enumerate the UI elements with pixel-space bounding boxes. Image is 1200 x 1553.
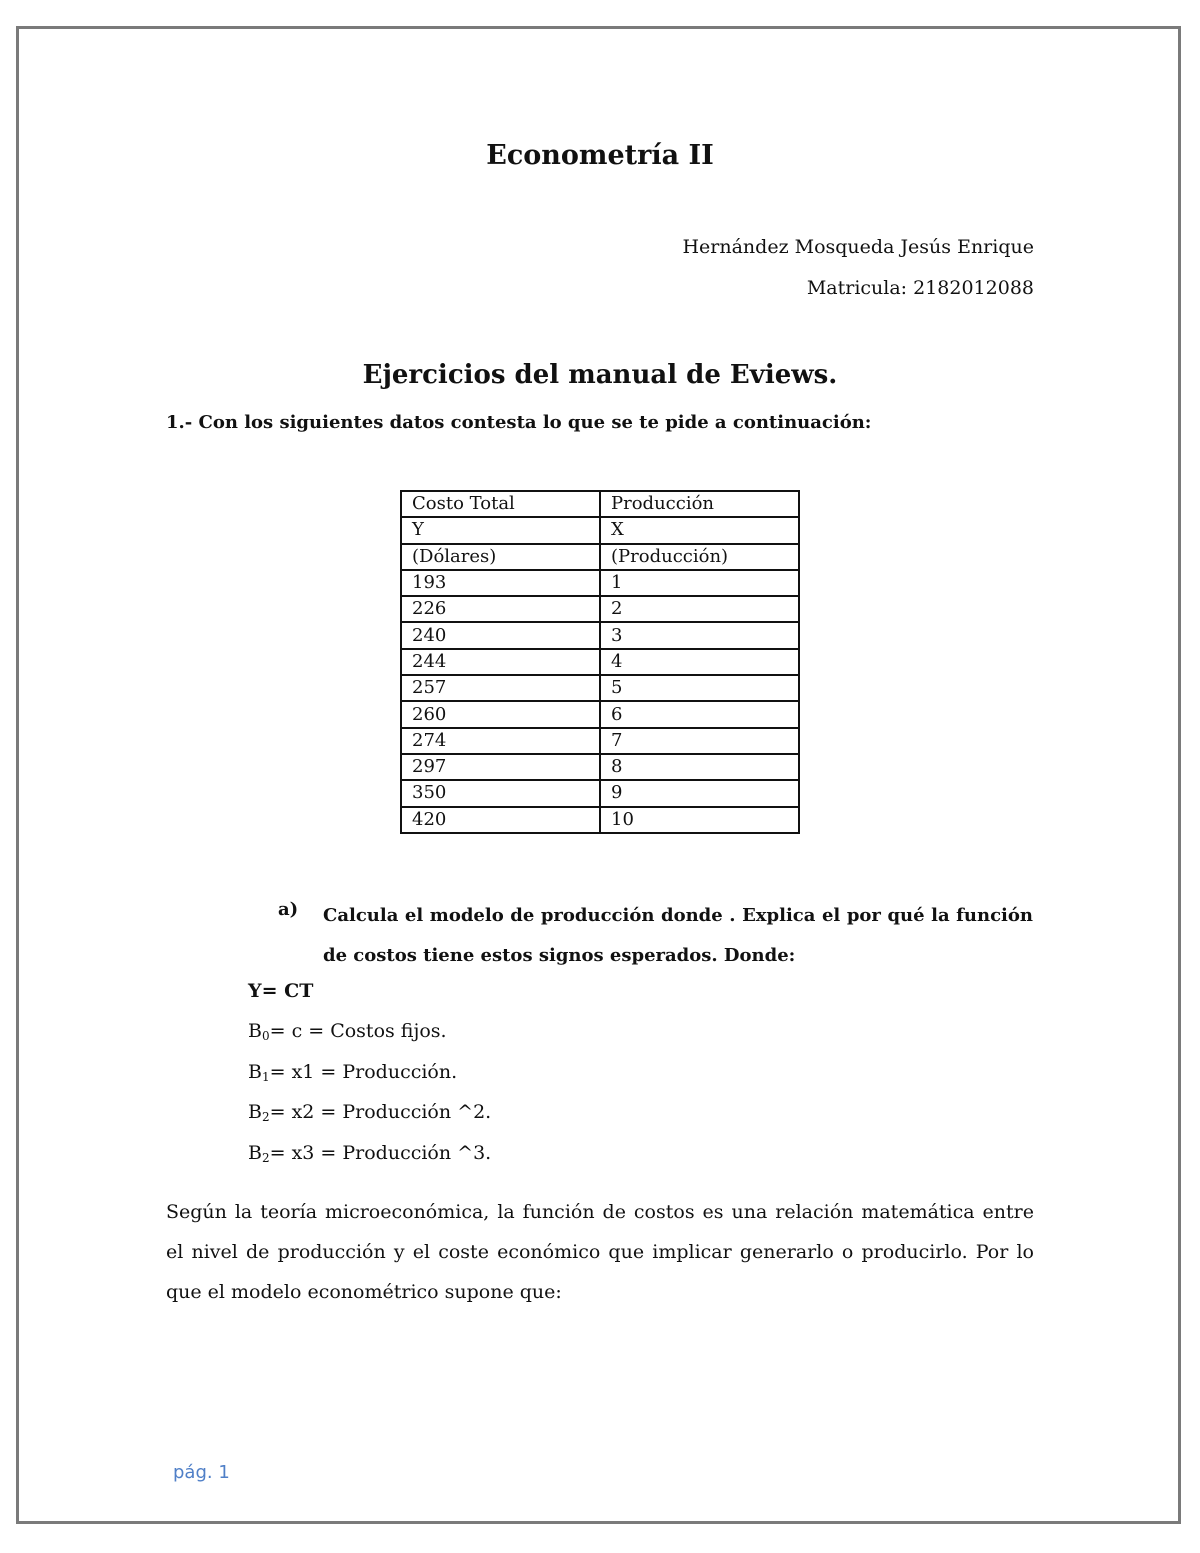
- table-row: [401, 754, 799, 780]
- document-title: Econometría II: [486, 140, 714, 171]
- student-id: Matricula: 2182012088: [806, 277, 1034, 299]
- table-row: [401, 649, 799, 675]
- definition-b1: [248, 1061, 457, 1084]
- table-cell-produccion: 7: [600, 728, 799, 754]
- table-cell-costo: 244: [401, 649, 600, 675]
- table-cell-produccion: 4: [600, 649, 799, 675]
- definition-b0-subscript: 0: [261, 1029, 270, 1043]
- section-subtitle: Ejercicios del manual de Eviews.: [362, 360, 838, 390]
- table-header-row: [401, 544, 799, 570]
- table-cell-produccion: 9: [600, 780, 799, 806]
- data-table-body: [401, 491, 799, 833]
- table-row: [401, 728, 799, 754]
- table-row: [401, 780, 799, 806]
- table-cell-costo: (Dólares): [401, 544, 600, 570]
- definition-b3: [248, 1142, 491, 1165]
- definition-b2-subscript: 2: [261, 1110, 270, 1124]
- table-cell-costo: 420: [401, 807, 600, 833]
- definition-b3-text: = x3 = Producción ^3.: [269, 1142, 492, 1164]
- definition-b3-subscript: 2: [261, 1151, 270, 1165]
- definition-b0-text: = c = Costos fijos.: [269, 1020, 447, 1042]
- table-row: [401, 807, 799, 833]
- data-table: [400, 490, 800, 834]
- definition-b0: [248, 1020, 447, 1043]
- table-cell-costo: 350: [401, 780, 600, 806]
- table-header-row: [401, 491, 799, 517]
- definition-b1-letter: B: [248, 1061, 262, 1083]
- table-cell-costo: 274: [401, 728, 600, 754]
- table-cell-produccion: 6: [600, 701, 799, 727]
- table-cell-produccion: 1: [600, 570, 799, 596]
- table-cell-costo: 226: [401, 596, 600, 622]
- definition-b2: [248, 1101, 491, 1124]
- table-cell-costo: 257: [401, 675, 600, 701]
- item-a-marker: a): [278, 899, 299, 920]
- table-header-row: [401, 517, 799, 543]
- table-row: [401, 570, 799, 596]
- definition-b2-letter: B: [248, 1101, 262, 1123]
- body-paragraph: Según la teoría microeconómica, la función de costos es una relación matemática entre el nivel de producción y el coste económico que implicar generarlo o producirlo. Por lo que el modelo econométrico supone que:: [166, 1201, 1034, 1303]
- table-cell-costo: 240: [401, 622, 600, 648]
- table-cell-costo: 193: [401, 570, 600, 596]
- author-name: Hernández Mosqueda Jesús Enrique: [682, 236, 1034, 258]
- definition-b0-letter: B: [248, 1020, 262, 1042]
- definition-b1-subscript: 1: [261, 1070, 270, 1084]
- table-cell-produccion: 5: [600, 675, 799, 701]
- definition-b3-letter: B: [248, 1142, 262, 1164]
- table-cell-produccion: Producción: [600, 491, 799, 517]
- table-cell-produccion: X: [600, 517, 799, 543]
- definition-b2-text: = x2 = Producción ^2.: [269, 1101, 492, 1123]
- table-cell-produccion: 10: [600, 807, 799, 833]
- page-number: pág. 1: [173, 1462, 230, 1483]
- table-cell-produccion: (Producción): [600, 544, 799, 570]
- table-row: [401, 675, 799, 701]
- table-cell-produccion: 2: [600, 596, 799, 622]
- question-1: 1.- Con los siguientes datos contesta lo que se te pide a continuación:: [166, 412, 872, 433]
- table-cell-costo: 260: [401, 701, 600, 727]
- definition-b1-text: = x1 = Producción.: [269, 1061, 458, 1083]
- item-a-text: Calcula el modelo de producción donde . Explica el por qué la función de costos tiene estos signos esperados. Donde:: [323, 905, 1033, 966]
- table-row: [401, 596, 799, 622]
- table-row: [401, 622, 799, 648]
- table-cell-costo: Costo Total: [401, 491, 600, 517]
- table-cell-produccion: 8: [600, 754, 799, 780]
- table-cell-costo: Y: [401, 517, 600, 543]
- definition-y: Y= CT: [248, 980, 314, 1002]
- table-cell-produccion: 3: [600, 622, 799, 648]
- table-row: [401, 701, 799, 727]
- table-cell-costo: 297: [401, 754, 600, 780]
